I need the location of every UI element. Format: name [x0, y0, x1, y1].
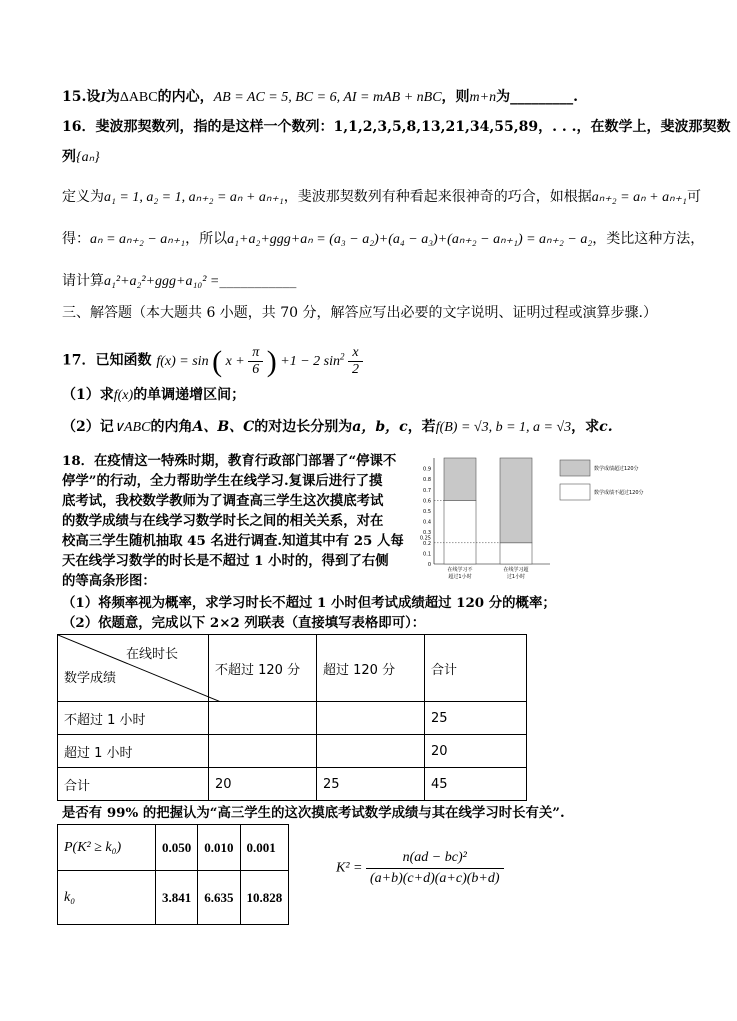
q15-condition: AB = AC = 5, BC = 6, AI = mAB + nBC — [213, 90, 442, 105]
q18-part2: （2）依题意，完成以下 2×2 列联表（直接填写表格即可）： — [62, 615, 426, 631]
k0-value: 10.828 — [240, 871, 289, 925]
x-category-label: 在线学习不 — [447, 567, 473, 573]
q15-var-i: I — [100, 90, 106, 105]
q16-line4 — [62, 230, 704, 249]
prob-value: 0.001 — [240, 825, 289, 871]
q15-text-c: 的内心， — [157, 89, 214, 105]
q15-text-e: 为 — [496, 89, 511, 105]
q15-text-b: 为 — [105, 89, 120, 105]
y-tick-label: 0 — [427, 562, 431, 568]
contingency-table — [57, 634, 527, 801]
q16-sequence: {aₙ} — [76, 150, 100, 165]
y-tick-label: 0.1 — [423, 551, 431, 558]
legend-swatch-over — [560, 460, 590, 476]
k0-label: k₀ — [58, 871, 156, 925]
formula-numerator: n(ad − bc)² — [366, 850, 504, 869]
y-tick-label: 0.4 — [423, 519, 431, 526]
y-tick-label: 0.2 — [423, 540, 431, 547]
row-label: 合计 — [58, 768, 209, 801]
q16-text: 列 — [62, 149, 76, 165]
q18-line7: 的等高条形图： — [62, 573, 156, 589]
q17-f-left: f(x) = sin — [156, 353, 209, 369]
k0-value: 6.635 — [198, 871, 240, 925]
table-cell: 20 — [209, 768, 317, 801]
q17-p2-condition: f(B) = √3, b = 1, a = √3 — [435, 420, 572, 435]
q17-p1-text: 的单调递增区间； — [133, 387, 246, 403]
q17-p2-text: ，求 — [571, 419, 600, 435]
formula-denominator: (a+b)(c+d)(a+c)(b+d) — [369, 871, 500, 886]
q16-line3 — [62, 188, 701, 207]
y-tick-label: 0.5 — [423, 509, 431, 515]
q18-line3: 底考试，我校数学教师为了调查高三学生这次摸底考试 — [62, 493, 384, 509]
q15-number: 15. — [62, 89, 87, 105]
q16-text: 得： — [62, 231, 90, 247]
q15-text-d: ，则 — [441, 89, 470, 105]
section3-heading: 三、解答题（本大题共 6 小题，共 70 分，解答应写出必要的文字说明、证明过程或演算步骤.） — [62, 305, 657, 321]
q17-head: 17．已知函数 — [62, 352, 152, 369]
q17-part1 — [62, 386, 245, 405]
q17-six: 6 — [252, 361, 260, 377]
q16-recurrence: aₙ₊₂ = aₙ + aₙ₊₁ — [591, 190, 687, 205]
q16-expr: aₙ = aₙ₊₂ − aₙ₊₁ — [90, 232, 186, 247]
q16-line1: 16．斐波那契数列，指的是这样一个数列：1,1,2,3,5,8,13,21,34,55,89，. . .，在数学上，斐波那契数 — [62, 119, 731, 135]
k-squared-formula — [336, 850, 504, 887]
table-corner — [58, 635, 209, 702]
q18-line1: 18．在疫情这一特殊时期，教育行政部门部署了“停课不 — [62, 453, 397, 469]
corner-bottom-label: 数学成绩 — [64, 671, 117, 686]
legend-label: 数学成绩超过120分 — [594, 466, 639, 472]
critical-value-table — [57, 824, 289, 925]
q15-triangle: ΔABC — [119, 90, 158, 105]
q18-question: 是否有 99% 的把握认为“高三学生的这次摸底考试数学成绩与其在线学习时长有关”. — [62, 805, 565, 821]
q17-p2-label: （2）记 — [62, 419, 114, 435]
x-category-label: 超过1小时 — [448, 574, 472, 580]
q18-part1: （1）将频率视为概率，求学习时长不超过 1 小时但考试成绩超过 120 分的概率； — [62, 595, 556, 611]
legend-swatch-under — [560, 484, 590, 500]
table-cell — [317, 702, 425, 735]
bar-over-120 — [444, 458, 476, 500]
table-cell: 20 — [425, 735, 527, 768]
table-row — [58, 768, 527, 801]
y-tick-label: 0.3 — [423, 530, 431, 537]
y-tick-label: 0.6 — [423, 498, 431, 505]
q15-line — [62, 88, 578, 107]
table-cell — [317, 735, 425, 768]
row-label: 不超过 1 小时 — [58, 702, 209, 735]
q16-definition: a₁ = 1, a₂ = 1, aₙ₊₂ = aₙ + aₙ₊₁ — [104, 190, 284, 205]
q17-p2-text: 的内角 — [150, 419, 193, 435]
q15-end: . — [573, 89, 578, 105]
q16-blank: ___________ — [219, 273, 297, 289]
q16-text: ，斐波那契数列有种看起来很神奇的巧合，如根据 — [283, 189, 592, 205]
q16-text: 可 — [686, 189, 701, 205]
table-row — [58, 702, 527, 735]
q17-p1-label: （1）求 — [62, 387, 114, 403]
q17-x: x — [348, 345, 363, 362]
q17-p1-f: f(x) — [113, 388, 134, 403]
k0-value: 3.841 — [156, 871, 198, 925]
q17-sq: 2 — [340, 351, 345, 361]
row-label: 超过 1 小时 — [58, 735, 209, 768]
x-category-label: 在线学习超 — [503, 567, 529, 573]
q16-text: ，所以 — [185, 231, 228, 247]
corner-top-label: 在线时长 — [125, 647, 178, 662]
q16-line2 — [62, 148, 100, 167]
q16-sum: a₁+a₂+ggg+aₙ = (a₃ − a₂)+(a₄ − a₃)+(aₙ₊₂ − aₙ₊₁) = aₙ₊₂ − a₂ — [227, 232, 593, 247]
q17-mid: +1 − 2 sin — [280, 353, 340, 369]
bar-under-120 — [500, 543, 532, 564]
q17-part2 — [62, 418, 613, 437]
q17-p2-ask: c. — [599, 419, 613, 435]
q15-ask: m+n — [469, 90, 497, 105]
table-cell — [209, 702, 317, 735]
y-tick-label: 0.9 — [423, 466, 431, 473]
table-header: 不超过 120 分 — [209, 635, 317, 702]
table-cell: 25 — [425, 702, 527, 735]
q16-square-sum: a₁²+a₂²+ggg+a₁₀² = — [104, 274, 220, 289]
formula-lhs: K² = — [336, 860, 363, 876]
q17-function: f(x) = sin ( x + $\frac{\pi}{6}$ ) +1 − 2 $\sin^2$ $\frac{x}{2}$ — [156, 354, 363, 369]
q17-p2-text: 的对边长分别为 — [254, 419, 353, 435]
q16-line5 — [62, 272, 296, 291]
q18-line2: 停学”的行动，全力帮助学生在线学习.复课后进行了摸 — [62, 473, 383, 489]
q17-p2-triangle: ∨ABC — [113, 420, 151, 435]
x-category-label: 过1小时 — [506, 574, 526, 580]
q17-two: 2 — [352, 361, 359, 377]
stacked-bar-chart — [420, 452, 690, 582]
table-header: 超过 120 分 — [317, 635, 425, 702]
q15-blank: _________ — [510, 89, 574, 105]
q16-text: ，类比这种方法， — [592, 231, 705, 247]
q18-line6: 天在线学习数学的时长是不超过 1 小时的，得到了右侧 — [62, 553, 389, 569]
q17-line — [62, 336, 363, 376]
y-tick-label: 0.8 — [423, 477, 431, 484]
table-cell: 45 — [425, 768, 527, 801]
table-header: 合计 — [425, 635, 527, 702]
q17-p2-sides: a，b，c — [352, 419, 408, 435]
prob-label: P(K² ≥ k₀) — [58, 825, 156, 871]
q18-line5: 校高三学生随机抽取 45 名进行调查.知道其中有 25 人每 — [62, 533, 404, 549]
q18-line4: 的数学成绩与在线学习数学时长之间的相关关系，对在 — [62, 513, 384, 529]
q17-p2-angles: A、B、C — [192, 419, 255, 435]
q17-p2-text: ，若 — [407, 419, 436, 435]
formula-fraction — [366, 850, 504, 887]
q16-text: 请计算 — [62, 273, 104, 289]
bar-under-120 — [444, 500, 476, 564]
y-tick-label: 0.25 — [420, 535, 431, 542]
table-row — [58, 735, 527, 768]
q16-define: 定义为 — [62, 189, 104, 205]
table-cell: 25 — [317, 768, 425, 801]
prob-value: 0.050 — [156, 825, 198, 871]
q17-pi: π — [248, 345, 263, 362]
bar-over-120 — [500, 458, 532, 543]
y-tick-label: 0.7 — [423, 487, 431, 494]
q15-text-a: 设 — [86, 89, 101, 105]
legend-label: 数学成绩不超过120分 — [594, 490, 644, 496]
prob-value: 0.010 — [198, 825, 240, 871]
table-cell — [209, 735, 317, 768]
q17-x-plus: x + — [225, 353, 245, 369]
